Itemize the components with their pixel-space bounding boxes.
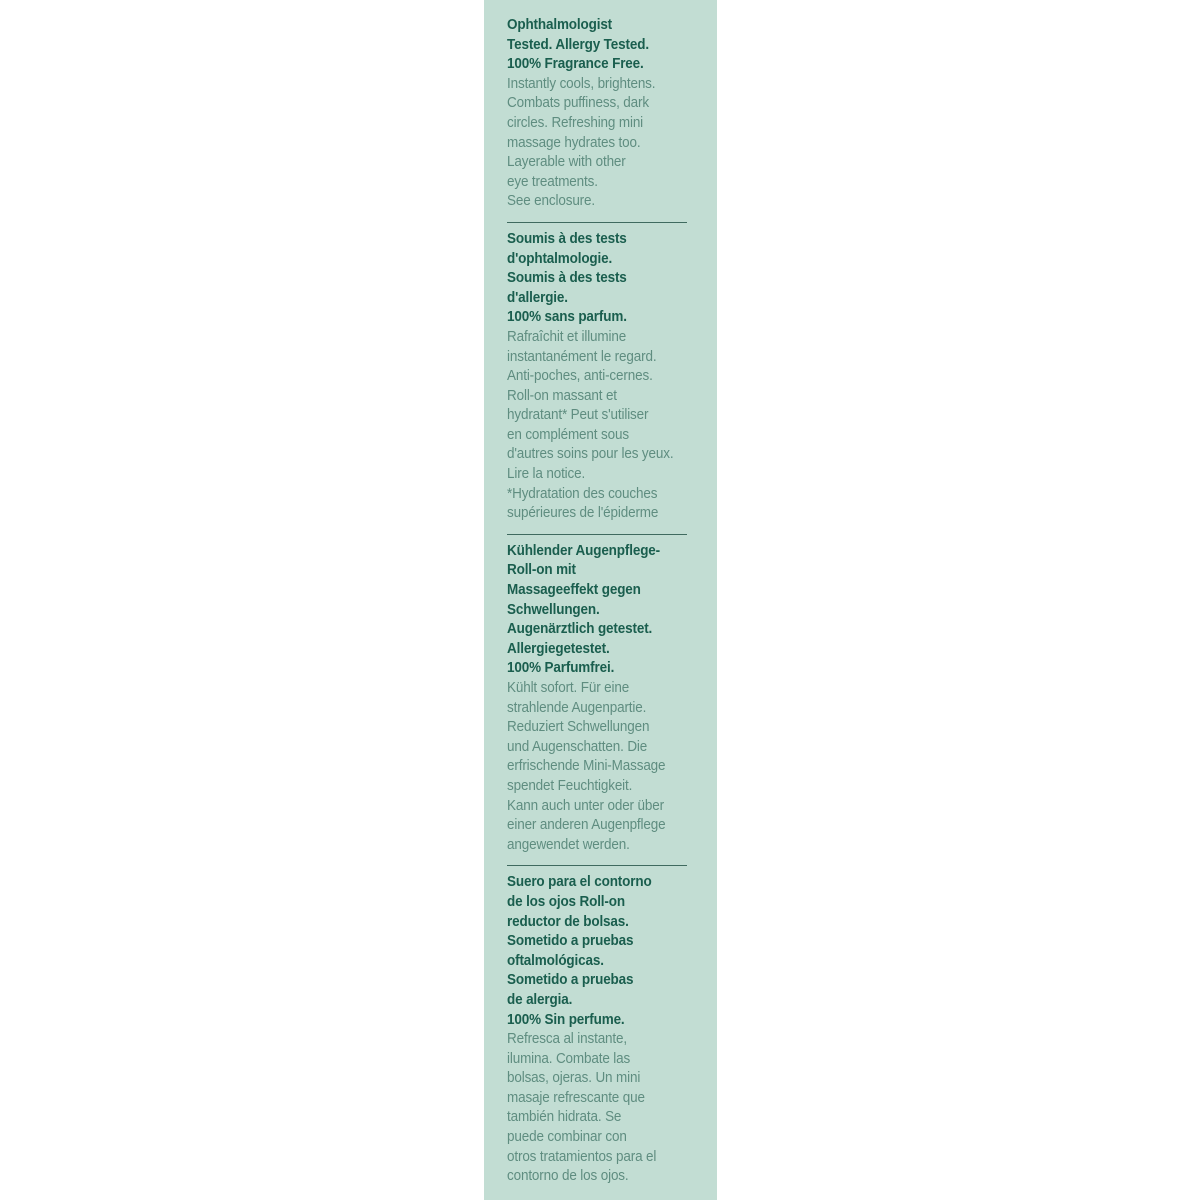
heading-line: oftalmológicas.	[507, 952, 604, 969]
heading-line: 100% sans parfum.	[507, 309, 627, 326]
body-line: d'autres soins pour les yeux.	[507, 446, 674, 463]
body-line: erfrischende Mini-Massage	[507, 758, 666, 775]
heading-line: Sometido a pruebas	[507, 972, 634, 989]
section-divider	[507, 534, 687, 535]
body-line: Combats puffiness, dark	[507, 95, 649, 112]
body-line: und Augenschatten. Die	[507, 738, 648, 755]
body-line: See enclosure.	[507, 193, 596, 210]
label-section-es	[507, 873, 689, 1193]
body-line: masaje refrescante que	[507, 1089, 645, 1106]
label-section-en	[507, 16, 689, 218]
body-line: einer anderen Augenpflege	[507, 817, 666, 834]
heading-line: de alergia.	[507, 991, 573, 1008]
body-line: contorno de los ojos.	[507, 1168, 629, 1185]
heading-line: Ophthalmologist	[507, 17, 613, 33]
body-line: instantanément le regard.	[507, 348, 657, 365]
body-line: Refresca al instante,	[507, 1031, 627, 1048]
body-line: Kann auch unter oder über	[507, 797, 664, 814]
body-line: Roll-on massant et	[507, 387, 617, 404]
label-section-fr	[507, 230, 689, 530]
heading-line: Soumis à des tests	[507, 270, 627, 287]
body-line: ilumina. Combate las	[507, 1050, 631, 1067]
heading-line: 100% Fragrance Free.	[507, 56, 644, 73]
body-line: Rafraîchit et illumine	[507, 328, 627, 345]
heading-line: Massageeffekt gegen	[507, 582, 641, 599]
heading-line: Soumis à des tests	[507, 230, 627, 247]
body-line: angewendet werden.	[507, 836, 630, 853]
label-text-column	[507, 16, 689, 1193]
heading-line: Sometido a pruebas	[507, 933, 634, 950]
body-line: circles. Refreshing mini	[507, 114, 644, 131]
heading-line: de los ojos Roll-on	[507, 893, 625, 910]
body-line: bolsas, ojeras. Un mini	[507, 1070, 641, 1087]
body-line: massage hydrates too.	[507, 134, 641, 151]
heading-line: Schwellungen.	[507, 601, 600, 618]
heading-line: Roll-on mit	[507, 562, 576, 579]
body-line: Anti-poches, anti-cernes.	[507, 368, 653, 385]
body-line: Instantly cools, brightens.	[507, 75, 656, 92]
body-line: puede combinar con	[507, 1129, 627, 1146]
heading-line: Kühlender Augenpflege-	[507, 542, 661, 559]
body-line: *Hydratation des couches	[507, 485, 658, 502]
body-line: hydratant* Peut s'utiliser	[507, 407, 649, 424]
body-line: Kühlt sofort. Für eine	[507, 680, 630, 696]
section-divider	[507, 222, 687, 223]
heading-line: d'ophtalmologie.	[507, 250, 613, 267]
heading-line: 100% Parfumfrei.	[507, 660, 615, 677]
label-section-de	[507, 542, 689, 862]
body-line: otros tratamientos para el	[507, 1148, 657, 1165]
body-line: en complément sous	[507, 426, 629, 443]
body-line: Layerable with other	[507, 154, 626, 171]
heading-line: 100% Sin perfume.	[507, 1011, 625, 1028]
heading-line: Suero para el contorno	[507, 874, 652, 891]
body-line: eye treatments.	[507, 173, 598, 190]
heading-line: Allergiegetestet.	[507, 640, 610, 657]
body-line: supérieures de l'épiderme	[507, 505, 659, 522]
body-line: spendet Feuchtigkeit.	[507, 777, 633, 794]
heading-line: d'allergie.	[507, 289, 568, 306]
body-line: Lire la notice.	[507, 466, 586, 483]
heading-line: Augenärztlich getestet.	[507, 621, 653, 638]
heading-line: Tested. Allergy Tested.	[507, 36, 649, 53]
heading-line: reductor de bolsas.	[507, 913, 629, 930]
body-line: strahlende Augenpartie.	[507, 699, 647, 716]
body-line: Reduziert Schwellungen	[507, 719, 650, 736]
body-line: también hidrata. Se	[507, 1109, 622, 1126]
section-divider	[507, 865, 687, 866]
